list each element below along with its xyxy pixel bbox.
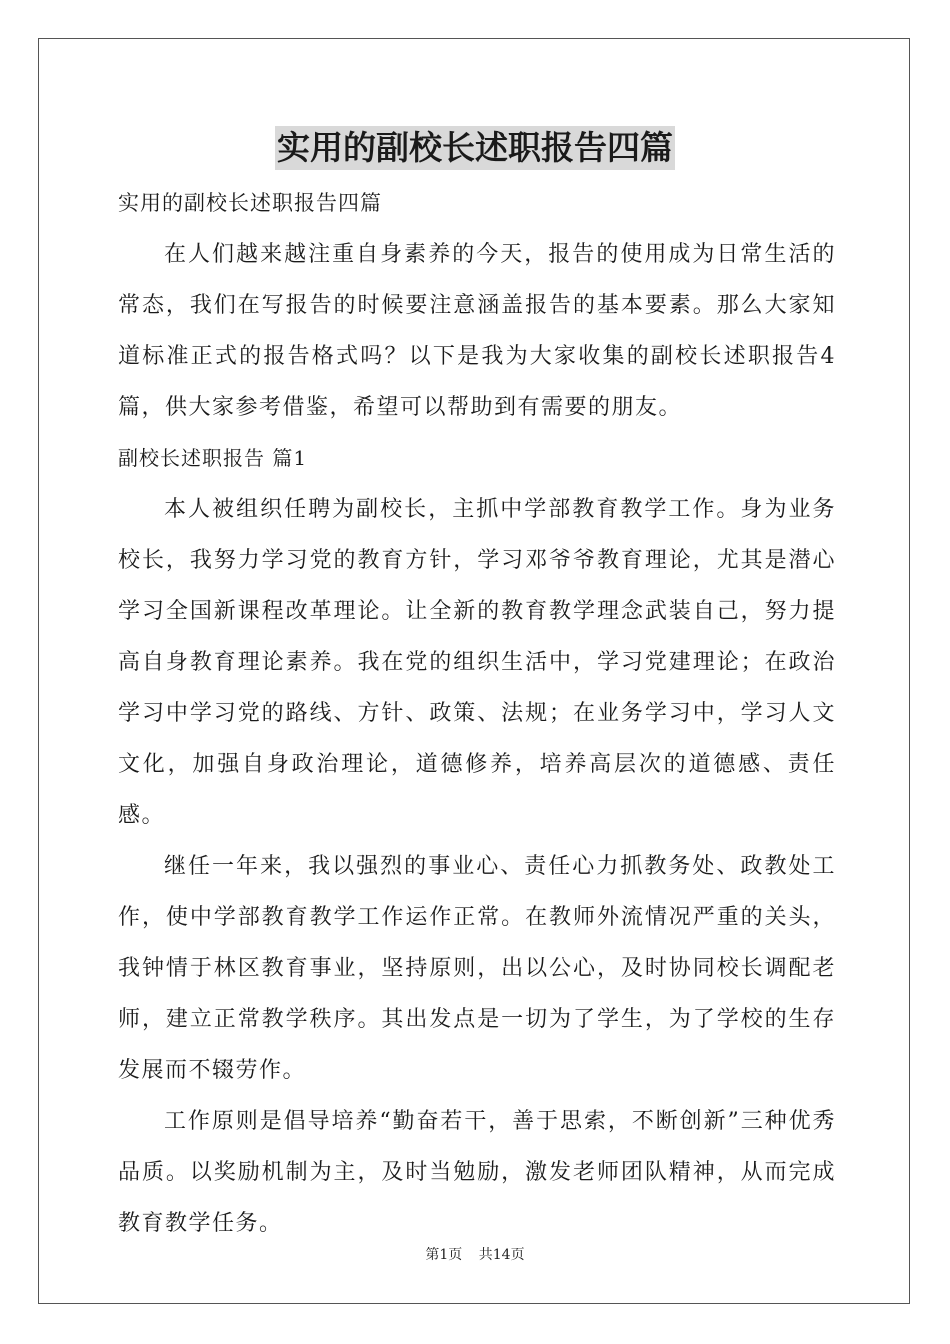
document-subtitle: 实用的副校长述职报告四篇 [118, 191, 382, 215]
document-body [118, 178, 858, 1249]
title-container [0, 126, 950, 170]
body-paragraph-1: 本人被组织任聘为副校长，主抓中学部教育教学工作。身为业务校长，我努力学习党的教育方针，学习邓爷爷教育理论，尤其是潜心学习全国新课程改革理论。让全新的教育教学理念武装自己，努力提高自身教育理论素养。我在党的组织生活中，学习党建理论；在政治学习中学习党的路线、方针、政策、法规；在业务学习中，学习人文文化，加强自身政治理论，道德修养，培养高层次的道德感、责任感。 [118, 497, 836, 828]
intro-paragraph: 在人们越来越注重自身素养的今天，报告的使用成为日常生活的常态，我们在写报告的时候要注意涵盖报告的基本要素。那么大家知道标准正式的报告格式吗？以下是我为大家收集的副校长述职报告4篇，供大家参考借鉴，希望可以帮助到有需要的朋友。 [118, 242, 836, 420]
section-heading: 副校长述职报告 篇1 [118, 446, 308, 470]
page-total: 共14页 [478, 1247, 525, 1263]
page-number: 第1页 [425, 1247, 463, 1263]
body-paragraph-2: 继任一年来，我以强烈的事业心、责任心力抓教务处、政教处工作，使中学部教育教学工作运作正常。在教师外流情况严重的关头，我钟情于林区教育事业，坚持原则，出以公心，及时协同校长调配老师，建立正常教学秩序。其出发点是一切为了学生，为了学校的生存发展而不辍劳作。 [118, 854, 836, 1083]
body-paragraph-3: 工作原则是倡导培养“勤奋若干，善于思索，不断创新”三种优秀品质。以奖励机制为主，及时当勉励，激发老师团队精神，从而完成教育教学任务。 [118, 1109, 836, 1236]
page-footer [0, 1244, 950, 1264]
document-title: 实用的副校长述职报告四篇 [275, 126, 675, 170]
